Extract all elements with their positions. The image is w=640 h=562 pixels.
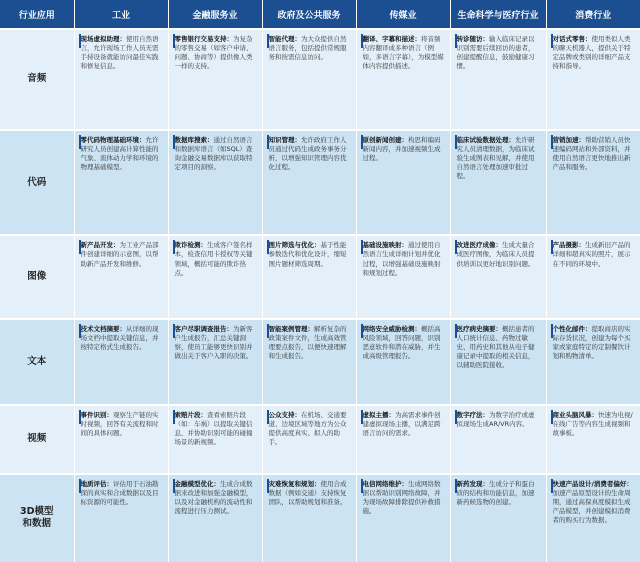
header-corner: 行业应用	[0, 0, 74, 29]
row-audio	[0, 29, 640, 130]
cell-text: 加速产品原型设计的生命周期，通过高保真度模拟生成产品模型，并创建模拟消费者的购买行为数据。	[552, 488, 631, 524]
cell-text: 生成新旧产品的详细和超真实的照片，展示在不同的环境中。	[552, 241, 631, 268]
cell-keyword: 电信网络维护：	[362, 479, 408, 488]
matrix-cell	[74, 405, 168, 474]
row-label: 3D模型 和数据	[0, 474, 74, 562]
cell-keyword: 事件识别：	[80, 410, 113, 419]
row-label: 文本	[0, 319, 74, 405]
cell-keyword: 新药发现：	[456, 479, 489, 488]
header-finance: 金融服务业	[168, 0, 262, 29]
matrix-cell	[546, 474, 640, 562]
cell-keyword: 对话式零售：	[552, 35, 592, 43]
row-label: 代码	[0, 130, 74, 236]
header-government: 政府及公共服务	[262, 0, 356, 29]
cell-keyword: 地质评估：	[80, 479, 113, 488]
cell-text: 查看索赔片段（如：车祸）以提取关键信息，并协助识别可能的碰撞场景的新视频。	[174, 410, 253, 447]
cell-text: 评估用于石油勘探的真实和合成数据以及目标资源的可能性。	[80, 479, 159, 506]
cell-keyword: 产品摄影：	[552, 241, 585, 250]
cell-keyword: 医疗病史摘要：	[456, 324, 502, 333]
cell-keyword: 数据库搜索：	[174, 135, 214, 144]
cell-text: 基于性能参数迭代和优化设计，缩短图片题材筛选周期。	[268, 241, 347, 268]
matrix-cell	[546, 405, 640, 474]
matrix-cell	[356, 405, 450, 474]
matrix-cell	[74, 319, 168, 405]
cell-keyword: 公众支持：	[268, 410, 301, 419]
header-life-science: 生命科学与医疗行业	[450, 0, 546, 29]
matrix-cell	[546, 130, 640, 236]
cell-keyword: 新产品开发：	[80, 241, 120, 250]
cell-keyword: 翻译、字幕和描述：	[362, 35, 421, 43]
cell-text: 使用合成数据（例如交通）支持恢复团队，以帮助规划和准备。	[268, 479, 347, 506]
header-industry: 工业	[74, 0, 168, 29]
matrix-cell	[356, 474, 450, 562]
cell-text: 帮助营销人员快速编码网站和外部资料，并使用自然语言更快地推出新产品和服务。	[552, 135, 631, 171]
cell-keyword: 快速产品设计/消费者偏好：	[552, 479, 633, 488]
cell-text: 生成网络数据以帮助识别网络故障，并为现场故障排除提供补救措施。	[362, 479, 441, 515]
cell-text: 生成客户签名样本，检查信用卡授权等关键领域，概括可能的欺诈热点。	[174, 241, 253, 277]
cell-text: 为新客户生成报告，汇总关键洞察，使员工能够更快识别并做出关于客户入职的决策。	[174, 324, 253, 361]
matrix-cell	[74, 235, 168, 319]
cell-keyword: 知识管理：	[268, 135, 301, 144]
header-consumer: 消费行业	[546, 0, 640, 29]
matrix-cell	[262, 474, 356, 562]
cell-keyword: 客户尽职调查报告：	[174, 324, 233, 333]
matrix-cell	[168, 319, 262, 405]
cell-text: 观察生产链的实时视频，回答有关流程和时间的具体问题。	[80, 410, 159, 437]
matrix-cell	[74, 29, 168, 130]
matrix-cell	[450, 130, 546, 236]
matrix-cell	[450, 29, 546, 130]
cell-keyword: 商业头脑风暴：	[552, 410, 598, 419]
cell-text: 解析复杂的政策案件文件，生成高效管理要点报告，以便快速理解和生成报告。	[268, 324, 347, 361]
row-image	[0, 235, 640, 319]
cell-keyword: 智能案例管理：	[268, 324, 314, 333]
cell-keyword: 现场虚拟助理：	[80, 35, 126, 43]
cell-keyword: 临床试验数据处理：	[456, 135, 515, 144]
matrix-cell	[168, 405, 262, 474]
cell-keyword: 零代码物理基础环境：	[80, 135, 146, 144]
cell-text: 生成大量合成医疗图像，为临床人员提供培训以更好地识别问题。	[456, 241, 535, 268]
matrix-cell	[356, 319, 450, 405]
cell-keyword: 网络安全威胁检测：	[362, 324, 421, 333]
row-label: 音频	[0, 29, 74, 130]
cell-text: 在机场、交通要道、边境区域等地方为公众提供高度真实、拟人的助手。	[268, 410, 347, 447]
cell-keyword: 改进医疗成像：	[456, 241, 502, 250]
row-label: 图像	[0, 235, 74, 319]
cell-keyword: 欺诈检测：	[174, 241, 207, 250]
matrix-cell	[168, 130, 262, 236]
header-row	[0, 0, 640, 29]
cell-keyword: 数字疗法：	[456, 410, 489, 419]
cell-keyword: 智能代理：	[268, 35, 301, 43]
cell-text: 允许研究人员创建高计算性能的气象、流体动力学和环境的物理基础模型。	[80, 135, 159, 171]
matrix-cell	[168, 474, 262, 562]
cell-text: 使用类似人类的聊天机器人，提供关于特定品牌或类别的详细产品支持和指导。	[552, 35, 631, 71]
matrix-cell	[74, 130, 168, 236]
matrix-cell	[356, 29, 450, 130]
row-label: 视频	[0, 405, 74, 474]
row-3d-model-data	[0, 474, 640, 562]
cell-text: 从详细的现场文档中提取关键信息，并按特定格式生成报告。	[80, 324, 159, 351]
cell-keyword: 个性化邮件：	[552, 324, 592, 333]
matrix-cell	[546, 319, 640, 405]
row-code	[0, 130, 640, 236]
matrix-cell	[546, 29, 640, 130]
cell-text: 生成合成数据来改进和加强金融模型，以及对金融机构的流动性和流程进行压力测试。	[174, 479, 253, 515]
cell-text: 概括高风险领域，回答问题，识别恶意软件和潜在威胁，并生成高级管理报告。	[362, 324, 441, 361]
cell-text: 为高需求事件创建虚拟现场主播，以满足跨语言访问的需求。	[362, 410, 441, 437]
cell-text: 允许研究人员清理数据，为临床试验生成图表和见解，并使用自然语言处理加速审批过程。	[456, 135, 535, 181]
matrix-cell	[262, 405, 356, 474]
cell-text: 快速为电视/在线广告等内容生成视频和故事板。	[552, 410, 633, 437]
cell-text: 为大众提供自然语言服务，包括提供常规服务和按需信息访问。	[268, 35, 347, 62]
cell-text: 将音频内容翻译成多种语言（例如，多语言字幕），为模型媒体内容提供描述。	[362, 35, 444, 71]
cell-keyword: 技术文档摘要：	[80, 324, 126, 333]
matrix-cell	[168, 235, 262, 319]
cell-text: 提取商店的实际存货状况，创建为每个买家或家庭特定的定制餐饮计划和购物清单。	[552, 324, 631, 361]
cell-text: 允许政府工作人员通过代码生成政务事务分析，以增强知识管理内容优化过程。	[268, 135, 347, 171]
cell-text: 为工业产品部件创建详细的示意图，以帮助新产品开发和维修。	[80, 241, 159, 268]
cell-text: 为数字治疗或虚拟现场生成AR/VR内容。	[456, 410, 535, 428]
cell-text: 使用自然语言，允许现场工作人员无需手持设备就能访问最佳实践和修复信息。	[80, 35, 159, 71]
matrix-cell	[356, 130, 450, 236]
row-text	[0, 319, 640, 405]
header-media: 传媒业	[356, 0, 450, 29]
cell-keyword: 索赔片段：	[174, 410, 207, 419]
matrix-cell	[450, 319, 546, 405]
cell-text: 为复杂的零售交易（如客户申请、问题、协商等）提供像人类一样的支持。	[174, 35, 253, 71]
cell-keyword: 营销加速：	[552, 135, 585, 144]
matrix-cell	[168, 29, 262, 130]
matrix-cell	[546, 235, 640, 319]
matrix-cell	[262, 29, 356, 130]
cell-text: 通过自然语言和数据库语言（如SQL）查询金融交易数据库以获取特定项目的洞察。	[174, 135, 253, 171]
matrix-cell	[450, 235, 546, 319]
matrix-cell	[74, 474, 168, 562]
cell-keyword: 基础设施映射：	[362, 241, 408, 250]
cell-text: 概括患者的人口统计信息、药物过敏史、用药史和其他从电子健康记录中提取的相关信息，以辅助医院接收。	[456, 324, 535, 370]
cell-keyword: 转诊随访：	[456, 35, 489, 43]
matrix-cell	[262, 130, 356, 236]
cell-keyword: 图片筛选与优化：	[268, 241, 321, 250]
matrix-cell	[450, 474, 546, 562]
cell-keyword: 原创新闻创建：	[362, 135, 408, 144]
cell-text: 生成分子和蛋白质的结构和功能信息，加速新药候选物的创建。	[456, 479, 535, 506]
matrix-cell	[262, 235, 356, 319]
cell-keyword: 金融模型优化：	[174, 479, 220, 488]
matrix-cell	[450, 405, 546, 474]
row-video	[0, 405, 640, 474]
cell-text: 通过使用自然语言生成详细计划并优化过程，以增强基础设施映射和规划过程。	[362, 241, 441, 277]
cell-text: 输入临床记录以识别需要后续回访的患者，创建提醒信息，鼓励健康习惯。	[456, 35, 535, 71]
matrix-cell	[356, 235, 450, 319]
cell-keyword: 灾难恢复和规划：	[268, 479, 321, 488]
cell-text: 构思和编码新闻内容，并加速视频生成过程。	[362, 135, 441, 162]
cell-keyword: 虚拟主播：	[362, 410, 395, 419]
cell-keyword: 零售银行交易支持：	[174, 35, 233, 43]
matrix-cell	[262, 319, 356, 405]
